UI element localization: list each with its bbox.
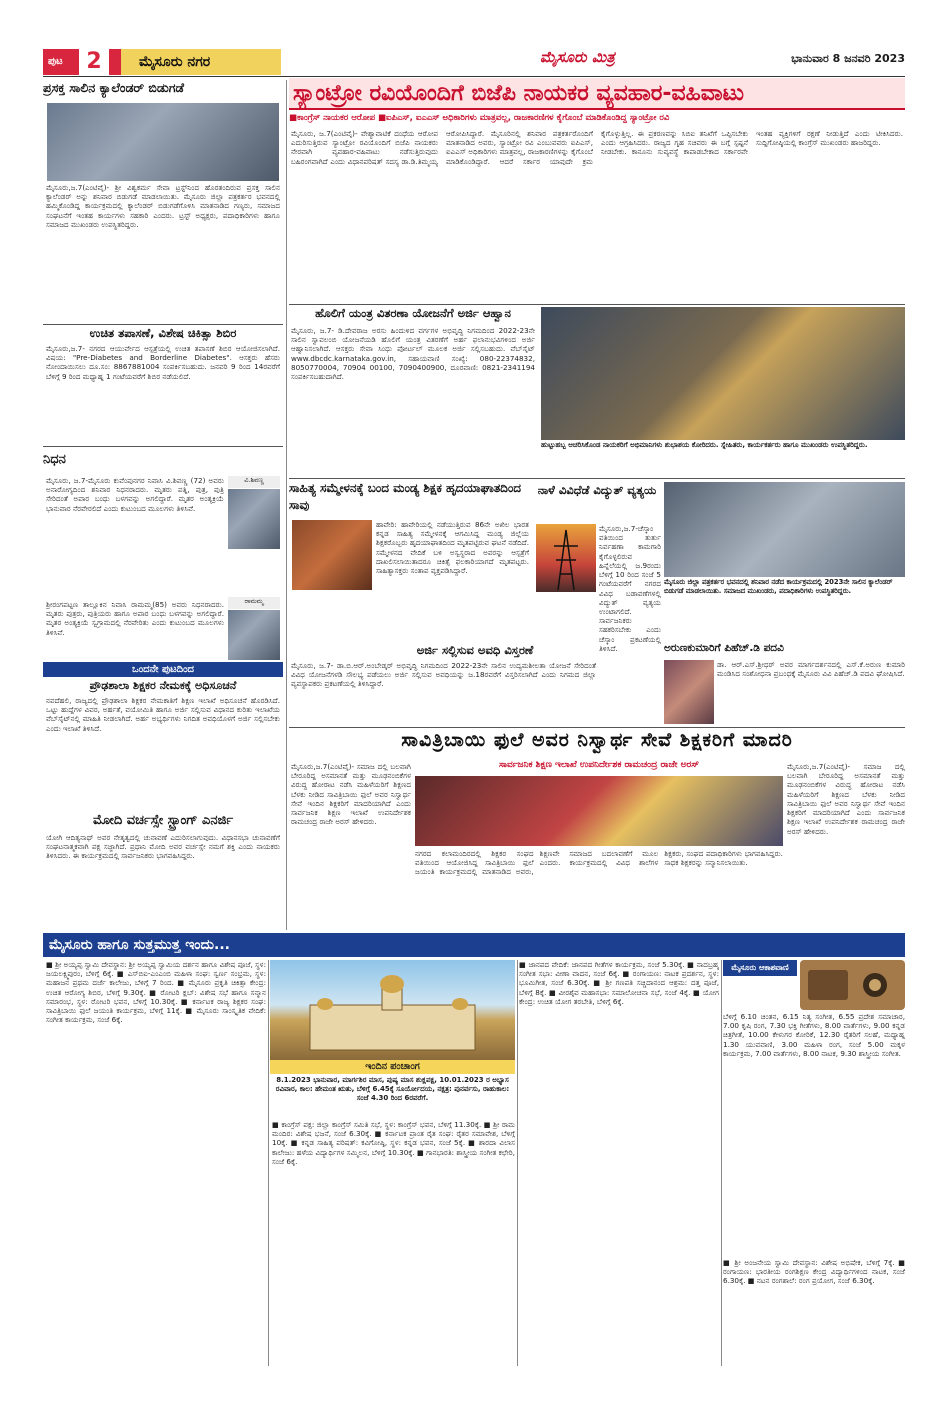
column-rule [721, 960, 722, 1366]
today-col-1: ■ ಶ್ರೀ ಅಯ್ಯಪ್ಪ ಸ್ವಾಮಿ ದೇವಸ್ಥಾನ: ಶ್ರೀ ಅಯ್ಯಪ್ಪ ಸ್ವಾಮಿಯ ದರ್ಶನ ಹಾಗೂ ವಿಶೇಷ ಪೂಜೆ, ಸ್ಥಳ: ಜಯಲಕ್ಷ್ಮಿಪುರಂ, ಬೆಳಿಗ್ಗೆ 6ಕ್ಕೆ. ■ ಎಸ್‌ಬಿಐ-ಎಂಎಂಬಿ ಮಹಿಳಾ ಸಂಘ: ಸ್ವರ್ಣ ಸಂಭ್ರಮ, ಸ್ಥಳ: ಮಹಾಜನ ಪ್ರಥಮ ದರ್ಜೆ ಕಾಲೇಜು, ಬೆಳಿಗ್ಗೆ 7 ರಿಂದ. ■ ಮೈಸೂರು ಪ್ರಕೃತಿ ಚಿಕಿತ್ಸಾ ಕೇಂದ್ರ: ಉಚಿತ ಆರೋಗ್ಯ ಶಿಬಿರ, ಬೆಳಿಗ್ಗೆ 9.30ಕ್ಕೆ. ■ ರೋಟರಿ ಕ್ಲಬ್: ವಿಶೇಷ ಸಭೆ ಹಾಗೂ ಸನ್ಮಾನ ಸಮಾರಂಭ, ಸ್ಥಳ: ರೋಟರಿ ಭವನ, ಬೆಳಿಗ್ಗೆ 10.30ಕ್ಕೆ. ■ ಕರ್ನಾಟಕ ರಾಜ್ಯ ಶಿಕ್ಷಕರ ಸಂಘ: ಸಾವಿತ್ರಿಬಾಯಿ ಫುಲೆ ಜಯಂತಿ ಕಾರ್ಯಕ್ರಮ, ಬೆಳಿಗ್ಗೆ 11ಕ್ಕೆ. ■ ಮೈಸೂರು ಸಾಂಸ್ಕೃತಿಕ ವೇದಿಕೆ: ಸಂಗೀತ ಕಾರ್ಯಕ್ರಮ, ಸಂಜೆ 6ಕ್ಕೆ. [46, 960, 266, 1025]
teacher-recruitment-body: ನವದೆಹಲಿ, ರಾಜ್ಯದಲ್ಲಿ ಪ್ರೌಢಶಾಲಾ ಶಿಕ್ಷಕರ ನೇಮಕಾತಿಗೆ ಶಿಕ್ಷಣ ಇಲಾಖೆ ಅಧಿಸೂಚನೆ ಹೊರಡಿಸಿದೆ. ಒಟ್ಟು ಹುದ್ದೆಗಳ ವಿವರ, ಅರ್ಹತೆ, ವಯೋಮಿತಿ ಹಾಗೂ ಅರ್ಜಿ ಸಲ್ಲಿಸುವ ವಿಧಾನದ ಕುರಿತು ಇಲಾಖೆಯ ವೆಬ್‌ಸೈಟ್‌ನಲ್ಲಿ ಮಾಹಿತಿ ನೀಡಲಾಗಿದೆ. ಅರ್ಹ ಅಭ್ಯರ್ಥಿಗಳು ನಿಗದಿತ ಅವಧಿಯೊಳಗೆ ಅರ್ಜಿ ಸಲ್ಲಿಸಬೇಕು ಎಂದು ಇಲಾಖೆ ತಿಳಿಸಿದೆ. [46, 696, 280, 733]
continued-strip: ಒಂದನೇ ಪುಟದಿಂದ [43, 662, 283, 677]
teacher-recruitment-headline: ಪ್ರೌಢಶಾಲಾ ಶಿಕ್ಷಕರ ನೇಮಕಕ್ಕೆ ಅಧಿಸೂಚನೆ [89, 679, 237, 692]
phd-headline: ಅರುಣಕುಮಾರಿಗೆ ಪಿಹೆಚ್.ಡಿ ಪದವಿ [664, 642, 784, 654]
health-camp-body: ಮೈಸೂರು,ಜ.7- ನಗರದ ಆಯುರ್ವೇದ ಆಸ್ಪತ್ರೆಯಲ್ಲಿ ಉಚಿತ ತಪಾಸಣೆ ಶಿಬಿರ ಆಯೋಜಿಸಲಾಗಿದೆ. ವಿಷಯ: "Pre-Diabetes and Borderline Diabetes". ಆಸಕ್ತರು ಹೆಸರು ನೋಂದಾಯಿಸಲು ದೂ.ಸಂ: 8867881004 ಸಂಪರ್ಕಿಸಬಹುದು. ಜನವರಿ 9 ರಿಂದ 14ರವರೆಗೆ ಬೆಳಿಗ್ಗೆ 9 ರಿಂದ ಮಧ್ಯಾಹ್ನ 1 ಗಂಟೆಯವರೆಗೆ ಶಿಬಿರ ನಡೆಯಲಿದೆ. [46, 344, 280, 381]
panchanga-title: ಇಂದಿನ ಪಂಚಾಂಗ [270, 1060, 515, 1074]
palace-icon [270, 960, 515, 1060]
issue-date [735, 52, 905, 72]
savitribai-body-extra: ಮೈಸೂರು,ಜ.7(ಎಂಟಿವೈ)- ಸಮಾಜ ದಲ್ಲಿ ಬಲವಾಗಿ ಬೇರೂರಿದ್ದ ಅಸಮಾನತೆ ಮತ್ತು ಮೂಢನಂಬಿಕೆಗಳ ವಿರುದ್ಧ ಹೋರಾಟ ನಡೆಸಿ ಮಹಿಳೆಯರಿಗೆ ಶಿಕ್ಷಣದ ಬೆಳಕು ನೀಡಿದ ಸಾವಿತ್ರಿಬಾಯಿ ಫುಲೆ ಅವರ ನಿಸ್ವಾರ್ಥ ಸೇವೆ ಇಂದಿನ ಶಿಕ್ಷಕರಿಗೆ ಮಾದರಿಯಾಗಿದೆ ಎಂದು ಸಾರ್ವಜನಿಕ ಶಿಕ್ಷಣ ಇಲಾಖೆ ಉಪನಿರ್ದೇಶಕ ರಾಮಚಂದ್ರ ರಾಜೇ ಅರಸ್ ಹೇಳಿದರು. [787, 762, 905, 836]
obit-body-1: ಮೈಸೂರು, ಜ.7-ಮೈಸೂರು ಕುವೆಂಪುನಗರ ನಿವಾಸಿ ವಿ.ಶಿವಣ್ಣ (72) ಅವರು ಅನಾರೋಗ್ಯದಿಂದ ಶನಿವಾರ ನಿಧನರಾದರು. ಮೃತರು ಪತ್ನಿ, ಪುತ್ರ, ಪುತ್ರಿ ಸೇರಿದಂತೆ ಅಪಾರ ಬಂಧು ಬಳಗವನ್ನು ಅಗಲಿದ್ದಾರೆ. ಮೃತರ ಅಂತ್ಯಕ್ರಿಯೆ ಭಾನುವಾರ ನೆರವೇರಲಿದೆ ಎಂದು ಕುಟುಂಬದ ಮೂಲಗಳು ತಿಳಿಸಿವೆ. [46, 476, 224, 513]
calendar-story-headline: ಪ್ರಸಕ್ತ ಸಾಲಿನ ಕ್ಯಾಲೆಂಡರ್ ಬಿಡುಗಡೆ [43, 80, 184, 95]
column-rule [268, 960, 269, 1366]
today-title: ಮೈಸೂರು ಹಾಗೂ ಸುತ್ತಮುತ್ತ ಇಂದು... [49, 937, 230, 953]
power-cut-headline: ನಾಳೆ ವಿವಿಧೆಡೆ ವಿದ್ಯುತ್ ವ್ಯತ್ಯಯ [537, 483, 657, 497]
today-col-3: ■ ಜಾನಪದ ವೇದಿಕೆ: ಜಾನಪದ ಗೀತೆಗಳ ಕಾರ್ಯಕ್ರಮ, ಸಂಜೆ 5.30ಕ್ಕೆ. ■ ನಾದಬ್ರಹ್ಮ ಸಂಗೀತ ಸಭಾ: ವೀಣಾ ವಾದನ, ಸಂಜೆ 6ಕ್ಕೆ. ■ ರಂಗಾಯಣ: ನಾಟಕ ಪ್ರದರ್ಶನ, ಸ್ಥಳ: ಭೂಮಿಗೀತ, ಸಂಜೆ 6.30ಕ್ಕೆ. ■ ಶ್ರೀ ಗಣಪತಿ ಸಚ್ಚಿದಾನಂದ ಆಶ್ರಮ: ದತ್ತ ಪೂಜೆ, ಬೆಳಿಗ್ಗೆ 8ಕ್ಕೆ. ■ ವೀರಶೈವ ಮಹಾಸಭಾ: ಸಮಾಲೋಚನಾ ಸಭೆ, ಸಂಜೆ 4ಕ್ಕೆ. ■ ಯೋಗ ಕೇಂದ್ರ: ಉಚಿತ ಯೋಗ ತರಬೇತಿ, ಬೆಳಿಗ್ಗೆ 6ಕ್ಕೆ. [519, 960, 719, 1006]
lead-subhead: ■ಕಾಂಗ್ರೆಸ್ ನಾಯಕರ ಆರೋಪ ■ಐಪಿಎಸ್, ಐಎಎಸ್ ಅಧಿಕಾರಿಗಳು ಮಾತ್ರವಲ್ಲ, ರಾಜಕಾರಣಿಗಳ ಕೈಗೊಂಬೆ ಮಾಡಿಕೊಂಡಿದ್ದ ಸ್ಯಾಂಟ್ರೋ ರವಿ [289, 113, 670, 123]
power-cut-body: ಮೈಸೂರು,ಜ.7-ಚೆಸ್ಕಾಂ ವತಿಯಿಂದ ತುರ್ತು ನಿರ್ವಹಣಾ ಕಾಮಗಾರಿ ಕೈಗೊಳ್ಳಲಿರುವ ಹಿನ್ನೆಲೆಯಲ್ಲಿ ಜ.9ರಂದು ಬೆಳಿಗ್ಗೆ 10 ರಿಂದ ಸಂಜೆ 5 ಗಂಟೆಯವರೆಗೆ ನಗರದ ವಿವಿಧ ಬಡಾವಣೆಗಳಲ್ಲಿ ವಿದ್ಯುತ್ ವ್ಯತ್ಯಯ ಉಂಟಾಗಲಿದೆ. ಸಾರ್ವಜನಿಕರು ಸಹಕರಿಸಬೇಕು ಎಂದು ಚೆಸ್ಕಾಂ ಪ್ರಕಟಣೆಯಲ್ಲಿ ತಿಳಿಸಿದೆ. [599, 524, 661, 653]
mysore-palace-image [270, 960, 515, 1060]
sewing-machine-headline: ಹೊಲಿಗೆ ಯಂತ್ರ ವಿತರಣಾ ಯೋಜನೆಗೆ ಅರ್ಜಿ ಆಹ್ವಾನ [315, 306, 511, 320]
date-text: ಭಾನುವಾರ 8 ಜನವರಿ 2023 [791, 52, 905, 65]
sahitya-headline: ಸಾಹಿತ್ಯ ಸಮ್ಮೇಳನಕ್ಕೆ ಬಂದ ಮಂಡ್ಯ ಶಿಕ್ಷಕ ಹೃದಯಾಘಾತದಿಂದ ಸಾವು [289, 481, 522, 513]
obit-photo-1 [228, 489, 280, 549]
column-rule [286, 80, 287, 930]
panchanga-body: 8.1.2023 ಭಾನುವಾರ, ಮಾರ್ಗಶಿರ ಮಾಸ, ಪುಷ್ಯ ಮಾಸ ಶುಕ್ಲಪಕ್ಷ, 10.01.2023 ರ ಅಭ್ಯಾಸ ರವಿವಾರ, ಕಾಲ: ಹೇಮಂತ ಋತು, ಬೆಳಿಗ್ಗೆ 6.45ಕ್ಕೆ ಸೂರ್ಯೋದಯ, ನಕ್ಷತ್ರ: ಪುನರ್ವಸು, ರಾಹುಕಾಲ: ಸಂಜೆ 4.30 ರಿಂದ 6ರವರೆಗೆ. [275, 1076, 510, 1103]
power-tower-icon [536, 524, 596, 592]
today-bar [43, 933, 905, 957]
sewing-machine-body: ಮೈಸೂರು, ಜ.7- ಡಿ.ದೇವರಾಜ ಅರಸು ಹಿಂದುಳಿದ ವರ್ಗಗಳ ಅಭಿವೃದ್ಧಿ ನಿಗಮದಿಂದ 2022-23ನೇ ಸಾಲಿನ ಸ್ವಾವಲಂಬಿ ಯೋಜನೆಯಡಿ ಹೊಲಿಗೆ ಯಂತ್ರ ವಿತರಣೆಗೆ ಅರ್ಹ ಫಲಾನುಭವಿಗಳಿಂದ ಅರ್ಜಿ ಆಹ್ವಾನಿಸಲಾಗಿದೆ. ಆಸಕ್ತರು ಸೇವಾ ಸಿಂಧು ಪೋರ್ಟಲ್ ಮೂಲಕ ಅರ್ಜಿ ಸಲ್ಲಿಸಬಹುದು. ವೆಬ್‌ಸೈಟ್ www.dbcdc.karnataka.gov.in, ಸಹಾಯವಾಣಿ ಸಂಖ್ಯೆ: 080-22374832, 8050770004, 70904 00100, 7090400900, ದೂರವಾಣಿ: 0821-2341194 ಸಂಪರ್ಕಿಸಬಹುದಾಗಿದೆ. [291, 326, 535, 382]
calendar-story-body: ಮೈಸೂರು,ಜ.7(ಎಂಟಿವೈ)- ಶ್ರೀ ವಿಶ್ವಕರ್ಮ ಸೇವಾ ಟ್ರಸ್ಟ್‌ನಿಂದ ಹೊರತಂದಿರುವ ಪ್ರಸಕ್ತ ಸಾಲಿನ ಕ್ಯಾಲೆಂಡರ್ ಅನ್ನು ಶನಿವಾರ ಬಿಡುಗಡೆ ಮಾಡಲಾಯಿತು. ಮೈಸೂರು ಜಿಲ್ಲಾ ಪತ್ರಕರ್ತರ ಭವನದಲ್ಲಿ ಹಮ್ಮಿಕೊಂಡಿದ್ದ ಕಾರ್ಯಕ್ರಮದಲ್ಲಿ ಕ್ಯಾಲೆಂಡರ್ ಬಿಡುಗಡೆಗೊಳಿಸಿ ಮಾತನಾಡಿದ ಗಣ್ಯರು, ಸಮಾಜದ ಸಂಘಟನೆಗೆ ಇಂತಹ ಕಾರ್ಯಗಳು ಸಹಕಾರಿ ಎಂದರು. ಟ್ರಸ್ಟ್ ಅಧ್ಯಕ್ಷರು, ಪದಾಧಿಕಾರಿಗಳು ಹಾಗೂ ಸಮಾಜದ ಮುಖಂಡರು ಉಪಸ್ಥಿತರಿದ್ದರು. [46, 183, 280, 229]
paper-name: ಮೈಸೂರು ಮಿತ್ರ [540, 48, 615, 66]
calendar-event-photo [664, 482, 905, 577]
modi-body: ಯೋಗಿ ಆದಿತ್ಯನಾಥ್ ಅವರ ನೇತೃತ್ವದಲ್ಲಿ ಚುನಾವಣೆ ಎದುರಿಸಲಾಗುವುದು. ವಿಧಾನಸಭಾ ಚುನಾವಣೆಗೆ ಸಂಘಟನಾತ್ಮಕವಾಗಿ ಪಕ್ಷ ಸಜ್ಜಾಗಿದೆ. ಪ್ರಧಾನಿ ಮೋದಿ ಅವರ ವರ್ಚಸ್ಸೇ ನಮಗೆ ಶಕ್ತಿ ಎಂದು ನಾಯಕರು ತಿಳಿಸಿದರು. ಈ ಕಾರ್ಯಕ್ರಮದಲ್ಲಿ ಸಾರ್ವಜನಿಕರು ಭಾಗವಹಿಸಿದ್ದರು. [46, 833, 280, 861]
sahitya-body: ಹಾವೇರಿ: ಹಾವೇರಿಯಲ್ಲಿ ನಡೆಯುತ್ತಿರುವ 86ನೇ ಅಖಿಲ ಭಾರತ ಕನ್ನಡ ಸಾಹಿತ್ಯ ಸಮ್ಮೇಳನಕ್ಕೆ ಆಗಮಿಸಿದ್ದ ಮಂಡ್ಯ ಜಿಲ್ಲೆಯ ಶಿಕ್ಷಕರೊಬ್ಬರು ಹೃದಯಾಘಾತದಿಂದ ಮೃತಪಟ್ಟಿರುವ ಘಟನೆ ನಡೆದಿದೆ. ಸಮ್ಮೇಳನದ ವೇದಿಕೆ ಬಳಿ ಅಸ್ವಸ್ಥರಾದ ಅವರನ್ನು ಆಸ್ಪತ್ರೆಗೆ ದಾಖಲಿಸಲಾಯಿತಾದರೂ ಚಿಕಿತ್ಸೆ ಫಲಕಾರಿಯಾಗದೆ ಮೃತಪಟ್ಟರು. ಸಾಹಿತ್ಯಾಸಕ್ತರು ಸಂತಾಪ ವ್ಯಕ್ತಪಡಿಸಿದ್ದಾರೆ. [376, 520, 529, 576]
deadline-extension-body: ಮೈಸೂರು, ಜ.7- ಡಾ.ಬಿ.ಆರ್.ಅಂಬೇಡ್ಕರ್ ಅಭಿವೃದ್ಧಿ ನಿಗಮದಿಂದ 2022-23ನೇ ಸಾಲಿನ ಉದ್ಯಮಶೀಲತಾ ಯೋಜನೆ ಸೇರಿದಂತೆ ವಿವಿಧ ಯೋಜನೆಗಳಡಿ ಸೌಲಭ್ಯ ಪಡೆಯಲು ಅರ್ಜಿ ಸಲ್ಲಿಸುವ ಅವಧಿಯನ್ನು ಜ.18ರವರೆಗೆ ವಿಸ್ತರಿಸಲಾಗಿದೆ ಎಂದು ನಿಗಮದ ಜಿಲ್ಲಾ ವ್ಯವಸ್ಥಾಪಕರು ಪ್ರಕಟಣೆಯಲ್ಲಿ ತಿಳಿಸಿದ್ದಾರೆ. [291, 661, 596, 689]
page-number: 2 [79, 49, 109, 75]
birthday-group-photo [541, 307, 905, 440]
divider [43, 446, 283, 447]
lead-body: ಮೈಸೂರು, ಜ.7(ಎಂಟಿವೈ)- ವೇಶ್ಯಾವಾಟಿಕೆ ದಂಧೆಯ ಆರೋಪ ಎದುರಿಸುತ್ತಿರುವ ಸ್ಯಾಂಟ್ರೋ ರವಿಯೊಂದಿಗೆ ಬಿಜೆಪಿ ನಾಯಕರು ನೇರವಾಗಿ ವ್ಯವಹಾರ-ವಹಿವಾಟು ನಡೆಸುತ್ತಿರುವುದು ಬಹಿರಂಗವಾಗಿದೆ ಎಂದು ವಿಧಾನಪರಿಷತ್ ಸದಸ್ಯ ಡಾ.ಡಿ.ತಿಮ್ಮಯ್ಯ ಆರೋಪಿಸಿದ್ದಾರೆ. ಮೈಸೂರಿನಲ್ಲಿ ಶನಿವಾರ ಪತ್ರಕರ್ತರೊಂದಿಗೆ ಮಾತನಾಡಿದ ಅವರು, ಸ್ಯಾಂಟ್ರೋ ರವಿ ಎಂಬುವವರು ಐಪಿಎಸ್, ಐಎಎಸ್ ಅಧಿಕಾರಿಗಳು ಮಾತ್ರವಲ್ಲ, ರಾಜಕಾರಣಿಗಳನ್ನು ಕೈಗೊಂಬೆ ಮಾಡಿಕೊಂಡಿದ್ದಾರೆ. ಆದರೆ ಸರ್ಕಾರ ಯಾವುದೇ ಕ್ರಮ ಕೈಗೊಳ್ಳುತ್ತಿಲ್ಲ. ಈ ಪ್ರಕರಣವನ್ನು ಸಿಬಿಐ ತನಿಖೆಗೆ ಒಪ್ಪಿಸಬೇಕು ಎಂದು ಆಗ್ರಹಿಸಿದರು. ರಾಜ್ಯದ ಗೃಹ ಸಚಿವರು ಈ ಬಗ್ಗೆ ಸ್ಪಷ್ಟನೆ ನೀಡಬೇಕು. ಕಾನೂನು ಸುವ್ಯವಸ್ಥೆ ಕಾಪಾಡಬೇಕಾದ ಸರ್ಕಾರವೇ ಇಂತಹ ವ್ಯಕ್ತಿಗಳಿಗೆ ರಕ್ಷಣೆ ನೀಡುತ್ತಿದೆ ಎಂದು ಟೀಕಿಸಿದರು. ಸುದ್ದಿಗೋಷ್ಠಿಯಲ್ಲಿ ಕಾಂಗ್ರೆಸ್ ಮುಖಂಡರು ಹಾಜರಿದ್ದರು. [291, 129, 903, 166]
modi-headline: ಮೋದಿ ವರ್ಚಸ್ಸೇ ಸ್ಟ್ರಾಂಗ್ ಎನರ್ಜಿ [92, 813, 234, 828]
calendar-event-caption: ಮೈಸೂರು ಜಿಲ್ಲಾ ಪತ್ರಕರ್ತರ ಭವನದಲ್ಲಿ ಶನಿವಾರ ನಡೆದ ಕಾರ್ಯಕ್ರಮದಲ್ಲಿ 2023ನೇ ಸಾಲಿನ ಕ್ಯಾಲೆಂಡರ್ ಬಿಡುಗಡೆ ಮಾಡಲಾಯಿತು. ಸಮಾಜದ ಮುಖಂಡರು, ಪದಾಧಿಕಾರಿಗಳು ಉಪಸ್ಥಿತರಿದ್ದರು. [664, 578, 893, 595]
savitribai-headline: ಸಾವಿತ್ರಿಬಾಯಿ ಫುಲೆ ಅವರ ನಿಸ್ವಾರ್ಥ ಸೇವೆ ಶಿಕ್ಷಕರಿಗೆ ಮಾದರಿ [401, 729, 793, 751]
radio-icon [800, 960, 905, 1010]
birthday-photo-caption: ಹುಟ್ಟುಹಬ್ಬ ಆಚರಿಸಿಕೊಂಡ ನಾಯಕರಿಗೆ ಅಭಿಮಾನಿಗಳು ಶುಭಾಶಯ ಕೋರಿದರು. ಸ್ನೇಹಿತರು, ಕಾರ್ಯಕರ್ತರು ಹಾಗೂ ಮುಖಂಡರು ಉಪಸ್ಥಿತರಿದ್ದರು. [541, 441, 868, 449]
lead-headline-box [289, 78, 905, 110]
masthead-rule [43, 76, 905, 77]
today-col-2: ■ ಕಾಂಗ್ರೆಸ್ ಪಕ್ಷ: ಜಿಲ್ಲಾ ಕಾಂಗ್ರೆಸ್ ಸಮಿತಿ ಸಭೆ, ಸ್ಥಳ: ಕಾಂಗ್ರೆಸ್ ಭವನ, ಬೆಳಿಗ್ಗೆ 11.30ಕ್ಕೆ. ■ ಶ್ರೀ ರಾಮ ಮಂದಿರ: ವಿಶೇಷ ಭಜನೆ, ಸಂಜೆ 6.30ಕ್ಕೆ. ■ ಕರ್ನಾಟಕ ಪ್ರಾಂತ ರೈತ ಸಂಘ: ರೈತರ ಸಮಾವೇಶ, ಬೆಳಿಗ್ಗೆ 10ಕ್ಕೆ. ■ ಕನ್ನಡ ಸಾಹಿತ್ಯ ಪರಿಷತ್: ಕವಿಗೋಷ್ಠಿ, ಸ್ಥಳ: ಕನ್ನಡ ಭವನ, ಸಂಜೆ 5ಕ್ಕೆ. ■ ಶಾರದಾ ವಿಲಾಸ ಕಾಲೇಜು: ಹಳೆಯ ವಿದ್ಯಾರ್ಥಿಗಳ ಸಮ್ಮಿಲನ, ಬೆಳಿಗ್ಗೆ 10.30ಕ್ಕೆ. ■ ಗಾನಭಾರತಿ: ಶಾಸ್ತ್ರೀಯ ಸಂಗೀತ ಕಛೇರಿ, ಸಂಜೆ 6ಕ್ಕೆ. [272, 1120, 515, 1166]
power-tower-image [536, 524, 596, 592]
savitribai-subhead: ಸಾರ್ವಜನಿಕ ಶಿಕ್ಷಣ ಇಲಾಖೆ ಉಪನಿರ್ದೇಶಕ ರಾಮಚಂದ್ರ ರಾಜೇ ಅರಸ್ [499, 760, 699, 770]
lead-headline: ಸ್ಯಾಂಟ್ರೋ ರವಿಯೊಂದಿಗೆ ಬಿಜೆಪಿ ನಾಯಕರ ವ್ಯವಹಾರ-ವಹಿವಾಟು [293, 81, 744, 106]
divider [289, 304, 905, 305]
section-banner [121, 49, 281, 75]
divider [43, 324, 283, 325]
radio-schedule: ಬೆಳಿಗ್ಗೆ 6.10 ಚಿಂತನ, 6.15 ನಿತ್ಯ ಸಂಗೀತ, 6.55 ಪ್ರದೇಶ ಸಮಾಚಾರ, 7.00 ಕೃಷಿ ರಂಗ, 7.30 ಭಕ್ತಿ ಗೀತೆಗಳು, 8.00 ವಾರ್ತೆಗಳು, 9.00 ಕನ್ನಡ ಚಿತ್ರಗೀತೆ, 10.00 ಕೇಳುಗರ ಕೋರಿಕೆ, 12.30 ರೈತರಿಗೆ ಸಲಹೆ, ಮಧ್ಯಾಹ್ನ 1.30 ಯುವವಾಣಿ, 3.00 ಮಹಿಳಾ ರಂಗ, ಸಂಜೆ 5.00 ಮಕ್ಕಳ ಕಾರ್ಯಕ್ರಮ, 7.00 ವಾರ್ತೆಗಳು, 8.00 ನಾಟಕ, 9.30 ಶಾಸ್ತ್ರೀಯ ಸಂಗೀತ. [723, 1012, 905, 1058]
section-title: ಮೈಸೂರು ನಗರ [139, 54, 211, 70]
divider [289, 478, 905, 479]
page-label: ಪುಟ [48, 56, 63, 67]
teacher-portrait [292, 520, 372, 590]
calendar-release-photo [47, 103, 279, 181]
obit-body-2: ಶ್ರೀರಂಗಪಟ್ಟಣ ತಾಲ್ಲೂಕಿನ ನಿವಾಸಿ ರಾಮಮ್ಮ(85) ಅವರು ನಿಧನರಾದರು. ಮೃತರು ಪುತ್ರರು, ಪುತ್ರಿಯರು ಹಾಗೂ ಅಪಾರ ಬಂಧು ಬಳಗವನ್ನು ಅಗಲಿದ್ದಾರೆ. ಮೃತರ ಅಂತ್ಯಕ್ರಿಯೆ ಸ್ವಗ್ರಾಮದಲ್ಲಿ ನೆರವೇರಿತು ಎಂದು ಕುಟುಂಬದ ಮೂಲಗಳು ತಿಳಿಸಿವೆ. [46, 600, 224, 637]
deadline-extension-headline: ಅರ್ಜಿ ಸಲ್ಲಿಸುವ ಅವಧಿ ವಿಸ್ತರಣೆ [416, 643, 534, 657]
savitribai-body-right: ನಗರದ ಕಲಾಮಂದಿರದಲ್ಲಿ ಶಿಕ್ಷಕರ ಸಂಘದ ವತಿಯಿಂದ ಆಯೋಜಿಸಿದ್ದ ಸಾವಿತ್ರಿಬಾಯಿ ಫುಲೆ ಜಯಂತಿ ಕಾರ್ಯಕ್ರಮದಲ್ಲಿ ಮಾತನಾಡಿದ ಅವರು, ಶಿಕ್ಷಣವೇ ಸಮಾಜದ ಬದಲಾವಣೆಗೆ ಮೂಲ ಎಂದರು. ಕಾರ್ಯಕ್ರಮದಲ್ಲಿ ವಿವಿಧ ಶಾಲೆಗಳ ಶಿಕ್ಷಕರು, ಸಂಘದ ಪದಾಧಿಕಾರಿಗಳು ಭಾಗವಹಿಸಿದ್ದರು. ಸಾಧಕ ಶಿಕ್ಷಕರನ್ನು ಸನ್ಮಾನಿಸಲಾಯಿತು. [415, 849, 783, 877]
paper-logo [540, 48, 690, 72]
obit-photo-2 [228, 610, 280, 660]
column-rule [517, 960, 518, 1366]
radio-title: ಮೈಸೂರು ಆಕಾಶವಾಣಿ [723, 960, 797, 976]
health-camp-headline: ಉಚಿತ ತಪಾಸಣೆ, ವಿಶೇಷ ಚಿಕಿತ್ಸಾ ಶಿಬಿರ [89, 326, 237, 340]
obit-name-2: ರಾಮಮ್ಮ [228, 597, 280, 609]
page-number-badge [43, 49, 121, 75]
divider [289, 727, 905, 728]
obit-name-1: ವಿ.ಶಿವಣ್ಣ [228, 476, 280, 488]
obituary-headline: ನಿಧನ [43, 452, 66, 467]
savitribai-event-photo [415, 776, 783, 846]
savitribai-body-left: ಮೈಸೂರು,ಜ.7(ಎಂಟಿವೈ)- ಸಮಾಜ ದಲ್ಲಿ ಬಲವಾಗಿ ಬೇರೂರಿದ್ದ ಅಸಮಾನತೆ ಮತ್ತು ಮೂಢನಂಬಿಕೆಗಳ ವಿರುದ್ಧ ಹೋರಾಟ ನಡೆಸಿ ಮಹಿಳೆಯರಿಗೆ ಶಿಕ್ಷಣದ ಬೆಳಕು ನೀಡಿದ ಸಾವಿತ್ರಿಬಾಯಿ ಫುಲೆ ಅವರ ನಿಸ್ವಾರ್ಥ ಸೇವೆ ಇಂದಿನ ಶಿಕ್ಷಕರಿಗೆ ಮಾದರಿಯಾಗಿದೆ ಎಂದು ಸಾರ್ವಜನಿಕ ಶಿಕ್ಷಣ ಇಲಾಖೆ ಉಪನಿರ್ದೇಶಕ ರಾಮಚಂದ್ರ ರಾಜೇ ಅರಸ್ ಹೇಳಿದರು. [291, 762, 411, 827]
today-col-4: ■ ಶ್ರೀ ಅಂಜನೇಯ ಸ್ವಾಮಿ ದೇವಸ್ಥಾನ: ವಿಶೇಷ ಅಭಿಷೇಕ, ಬೆಳಿಗ್ಗೆ 7ಕ್ಕೆ. ■ ರಂಗಾಯಣ: ಭಾರತೀಯ ರಂಗಶಿಕ್ಷಣ ಕೇಂದ್ರ ವಿದ್ಯಾರ್ಥಿಗಳಿಂದ ನಾಟಕ, ಸಂಜೆ 6.30ಕ್ಕೆ. ■ ನಟನ ರಂಗಶಾಲೆ: ರಂಗ ಪ್ರಯೋಗ, ಸಂಜೆ 6.30ಕ್ಕೆ. [723, 1258, 905, 1286]
phd-body: ಡಾ. ಆರ್.ಎಸ್.ಶ್ರೀಧರ್ ಅವರ ಮಾರ್ಗದರ್ಶನದಲ್ಲಿ ಎಸ್.ಕೆ.ಅರುಣ ಕುಮಾರಿ ಮಂಡಿಸಿದ ಸಂಶೋಧನಾ ಪ್ರಬಂಧಕ್ಕೆ ಮೈಸೂರು ವಿವಿ ಪಿಹೆಚ್.ಡಿ ಪದವಿ ಘೋಷಿಸಿದೆ. [717, 660, 905, 679]
phd-portrait [664, 660, 714, 724]
